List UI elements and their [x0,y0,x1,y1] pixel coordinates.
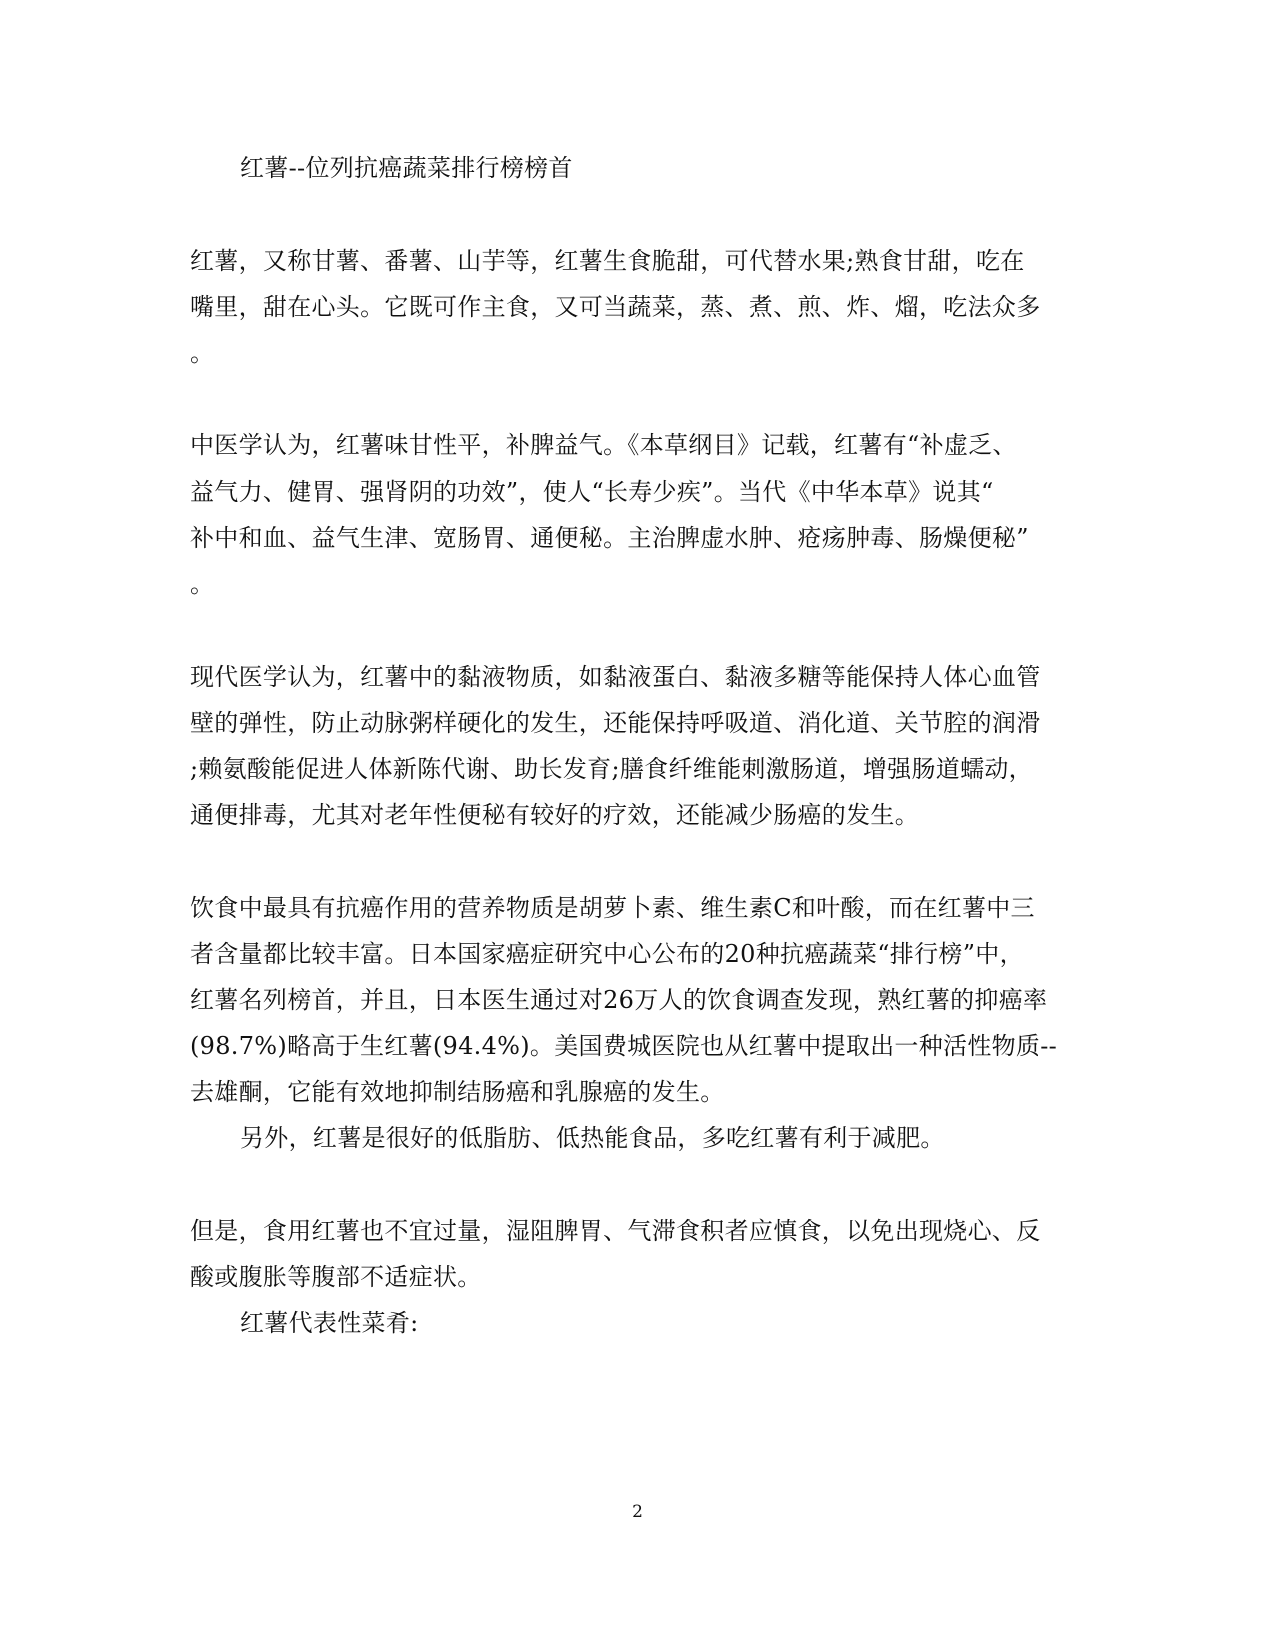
paragraph-line: 者含量都比较丰富。日本国家癌症研究中心公布的20种抗癌蔬菜“排行榜”中， [190,940,1024,968]
paragraph-line: 红薯名列榜首，并且，日本医生通过对26万人的饮食调查发现，熟红薯的抑癌率 [190,986,1048,1014]
paragraph-line: 通便排毒，尤其对老年性便秘有较好的疗效，还能减少肠癌的发生。 [190,801,919,829]
paragraph-line: 中医学认为，红薯味甘性平，补脾益气。《本草纲目》记载，红薯有“补虚乏、 [190,431,1017,459]
paragraph-line: 酸或腹胀等腹部不适症状。 [190,1263,482,1291]
paragraph-line: 。 [190,339,215,367]
document-title: 红薯--位列抗癌蔬菜排行榜榜首 [240,154,573,182]
paragraph-line: 益气力、健胃、强肾阴的功效”，使人“长寿少疾”。当代《中华本草》说其“ [190,478,994,506]
paragraph-line: 饮食中最具有抗癌作用的营养物质是胡萝卜素、维生素C和叶酸，而在红薯中三 [190,894,1035,922]
paragraph-line: 但是，食用红薯也不宜过量，湿阻脾胃、气滞食积者应慎食，以免出现烧心、反 [190,1217,1041,1245]
page-number: 2 [632,1502,643,1522]
paragraph-line: ;赖氨酸能促进人体新陈代谢、助长发育;膳食纤维能刺激肠道，增强肠道蠕动， [190,755,1033,783]
paragraph-line: 另外，红薯是很好的低脂肪、低热能食品，多吃红薯有利于减肥。 [240,1124,945,1152]
paragraph-line: 现代医学认为，红薯中的黏液物质，如黏液蛋白、黏液多糖等能保持人体心血管 [190,663,1041,691]
paragraph-line: 红薯代表性菜肴: [240,1309,419,1337]
paragraph-line: 红薯，又称甘薯、番薯、山芋等，红薯生食脆甜，可代替水果;熟食甘甜，吃在 [190,247,1025,275]
paragraph-line: 去雄酮，它能有效地抑制结肠癌和乳腺癌的发生。 [190,1078,725,1106]
paragraph-line: 补中和血、益气生津、宽肠胃、通便秘。主治脾虚水肿、疮疡肿毒、肠燥便秘” [190,524,1029,552]
paragraph-line: 嘴里，甜在心头。它既可作主食，又可当蔬菜，蒸、煮、煎、炸、熘，吃法众多 [190,293,1041,321]
paragraph-line: 壁的弹性，防止动脉粥样硬化的发生，还能保持呼吸道、消化道、关节腔的润滑 [190,709,1041,737]
paragraph-line: 。 [190,570,215,598]
paragraph-line: (98.7%)略高于生红薯(94.4%)。美国费城医院也从红薯中提取出一种活性物质-- [190,1032,1058,1060]
